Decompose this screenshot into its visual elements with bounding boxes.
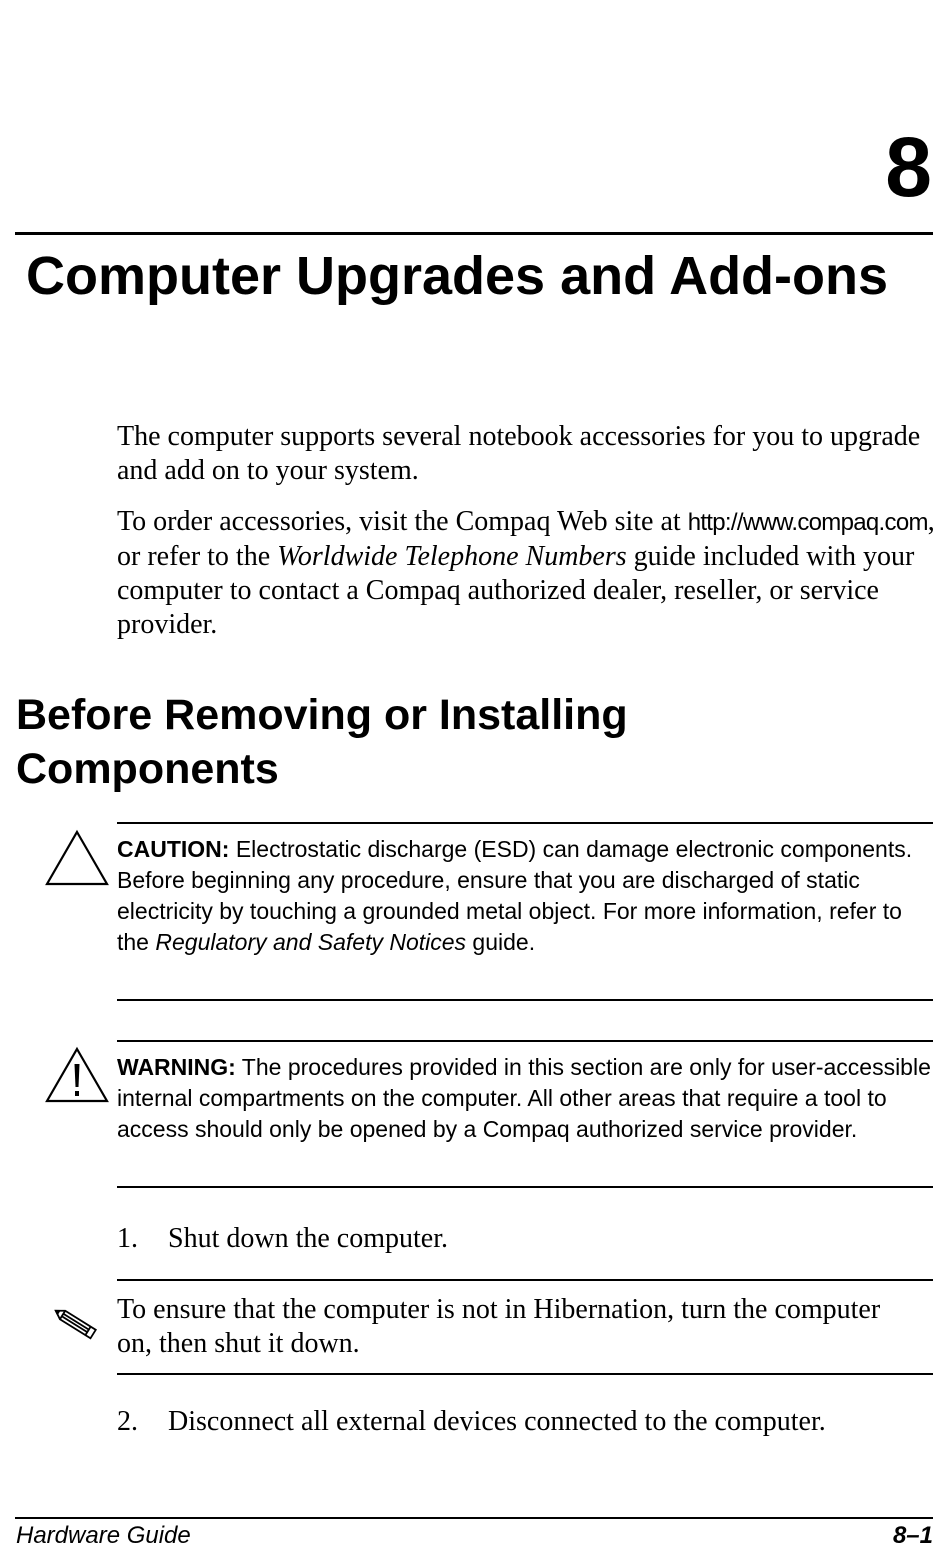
step-2 — [117, 1405, 826, 1439]
pencil-note-icon — [46, 1300, 108, 1348]
section-heading-line-2: Components — [16, 745, 279, 793]
telephone-guide-title: Worldwide Telephone Numbers — [277, 541, 627, 572]
caution-bottom-rule — [117, 999, 933, 1001]
caution-top-rule — [117, 822, 933, 824]
warning-label: WARNING: — [117, 1054, 236, 1080]
intro-paragraph-1: The computer supports several notebook accessories for you to upgrade and add on to your system. — [117, 421, 921, 486]
warning-notice — [117, 1052, 932, 1145]
caution-end: guide. — [466, 929, 536, 955]
footer-page-number: 8–1 — [892, 1522, 933, 1549]
warning-bottom-rule — [117, 1186, 933, 1188]
note-top-rule — [117, 1279, 933, 1281]
compaq-url-link[interactable]: http://www.compaq.com — [687, 509, 928, 536]
intro-p2-text-end: guide included with your computer to contact a Compaq authorized dealer, reseller, or service provider. — [117, 541, 915, 640]
caution-label: CAUTION: — [117, 836, 230, 862]
section-heading — [16, 688, 816, 796]
safety-notices-title: Regulatory and Safety Notices — [155, 929, 467, 955]
warning-top-rule — [117, 1040, 933, 1042]
step-2-text: Disconnect all external devices connected to the computer. — [168, 1406, 826, 1437]
chapter-title: Computer Upgrades and Add-ons — [26, 246, 889, 306]
caution-body: Electrostatic discharge (ESD) can damage electronic components. Before beginning any procedure, ensure that you are discharged of static electricity by touching a grounded metal object. For more information, refer to the — [117, 836, 913, 955]
intro-paragraph-2 — [117, 505, 937, 642]
warning-exclamation-icon — [44, 1046, 110, 1104]
footer-guide-title: Hardware Guide — [16, 1522, 191, 1549]
note-bottom-rule — [117, 1373, 933, 1375]
step-1-number: 1. — [117, 1223, 138, 1254]
step-1-text: Shut down the computer. — [168, 1223, 448, 1254]
section-heading-line-1: Before Removing or Installing — [16, 691, 628, 739]
note-text: To ensure that the computer is not in Hibernation, turn the computer on, then shut it down. — [117, 1294, 881, 1359]
warning-body: The procedures provided in this section are only for user-accessible internal compartments on the computer. All other areas that require a tool to access should only be opened by a Compaq authorized service provider. — [117, 1054, 931, 1142]
caution-notice — [117, 834, 932, 958]
step-1 — [117, 1222, 448, 1256]
chapter-divider — [15, 232, 933, 235]
intro-p2-text-mid: , or refer to the — [117, 506, 935, 572]
intro-p2-text-start: To order accessories, visit the Compaq Web site at — [117, 506, 688, 537]
caution-triangle-icon — [44, 829, 110, 887]
footer-divider — [15, 1517, 933, 1519]
step-2-number: 2. — [117, 1406, 138, 1437]
chapter-number: 8 — [885, 120, 932, 214]
